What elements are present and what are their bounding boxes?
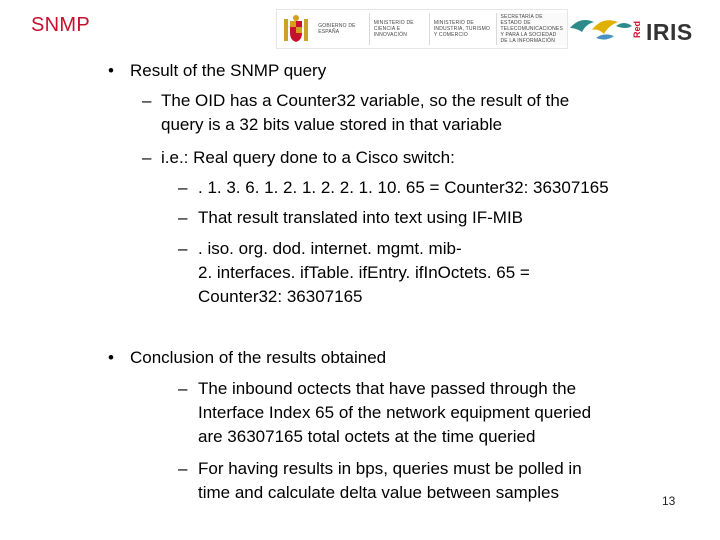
rediris-prefix: Red — [632, 20, 642, 38]
rediris-swirl-icon — [566, 8, 638, 48]
sub-sub-bullet-text: That result translated into text using IF-MIB — [198, 208, 524, 227]
gobierno-logo-text: GOBIERNO DE ESPAÑA — [318, 23, 356, 35]
bullet-marker: • — [108, 61, 114, 80]
sub-sub-bullet-text: 2. interfaces. ifTable. ifEntry. ifInOctets. 65 = — [198, 263, 530, 282]
secretaria-logo-text: SECRETARÍA DE ESTADO DE TELECOMUNICACIONES Y PARA LA SOCIEDAD DE LA INFORMACIÓN — [496, 13, 568, 45]
sub-bullet-text: For having results in bps, queries must be polled in — [198, 459, 582, 478]
bullet-text: Result of the SNMP query — [130, 61, 327, 80]
ministerio-industria-logo-text: MINISTERIO DE INDUSTRIA, TURISMO Y COMERCIO — [429, 13, 496, 45]
government-logos — [276, 9, 568, 49]
sub-bullet-text: are 36307165 total octets at the time queried — [198, 427, 536, 446]
sub-sub-bullet-text: . 1. 3. 6. 1. 2. 1. 2. 2. 1. 10. 65 = Counter32: 36307165 — [198, 178, 609, 197]
ministerio-ciencia-logo-text: MINISTERIO DE CIENCIA E INNOVACIÓN — [369, 13, 429, 45]
bullet-marker: • — [108, 348, 114, 367]
dash-marker: – — [178, 459, 188, 478]
dash-marker: – — [178, 379, 188, 398]
bullet-text: Conclusion of the results obtained — [130, 348, 387, 367]
dash-marker: – — [178, 239, 188, 258]
rediris-logo — [566, 8, 712, 48]
page-number: 13 — [662, 494, 676, 508]
slide-title: SNMP — [31, 14, 90, 36]
dash-marker: – — [142, 148, 152, 167]
sub-bullet-text: query is a 32 bits value stored in that variable — [161, 115, 503, 134]
sub-bullet-text: The inbound octects that have passed through the — [198, 379, 577, 398]
rediris-name: IRIS — [646, 19, 693, 45]
sub-bullet-text: time and calculate delta value between samples — [198, 483, 559, 502]
sub-sub-bullet-text: . iso. org. dod. internet. mgmt. mib- — [198, 239, 462, 258]
coat-of-arms-icon — [277, 12, 314, 46]
sub-bullet-text: i.e.: Real query done to a Cisco switch: — [161, 148, 455, 167]
sub-bullet-text: The OID has a Counter32 variable, so the result of the — [161, 91, 570, 110]
dash-marker: – — [142, 91, 152, 110]
dash-marker: – — [178, 178, 188, 197]
dash-marker: – — [178, 208, 188, 227]
sub-bullet-text: Interface Index 65 of the network equipment queried — [198, 403, 592, 422]
sub-sub-bullet-text: Counter32: 36307165 — [198, 287, 363, 306]
